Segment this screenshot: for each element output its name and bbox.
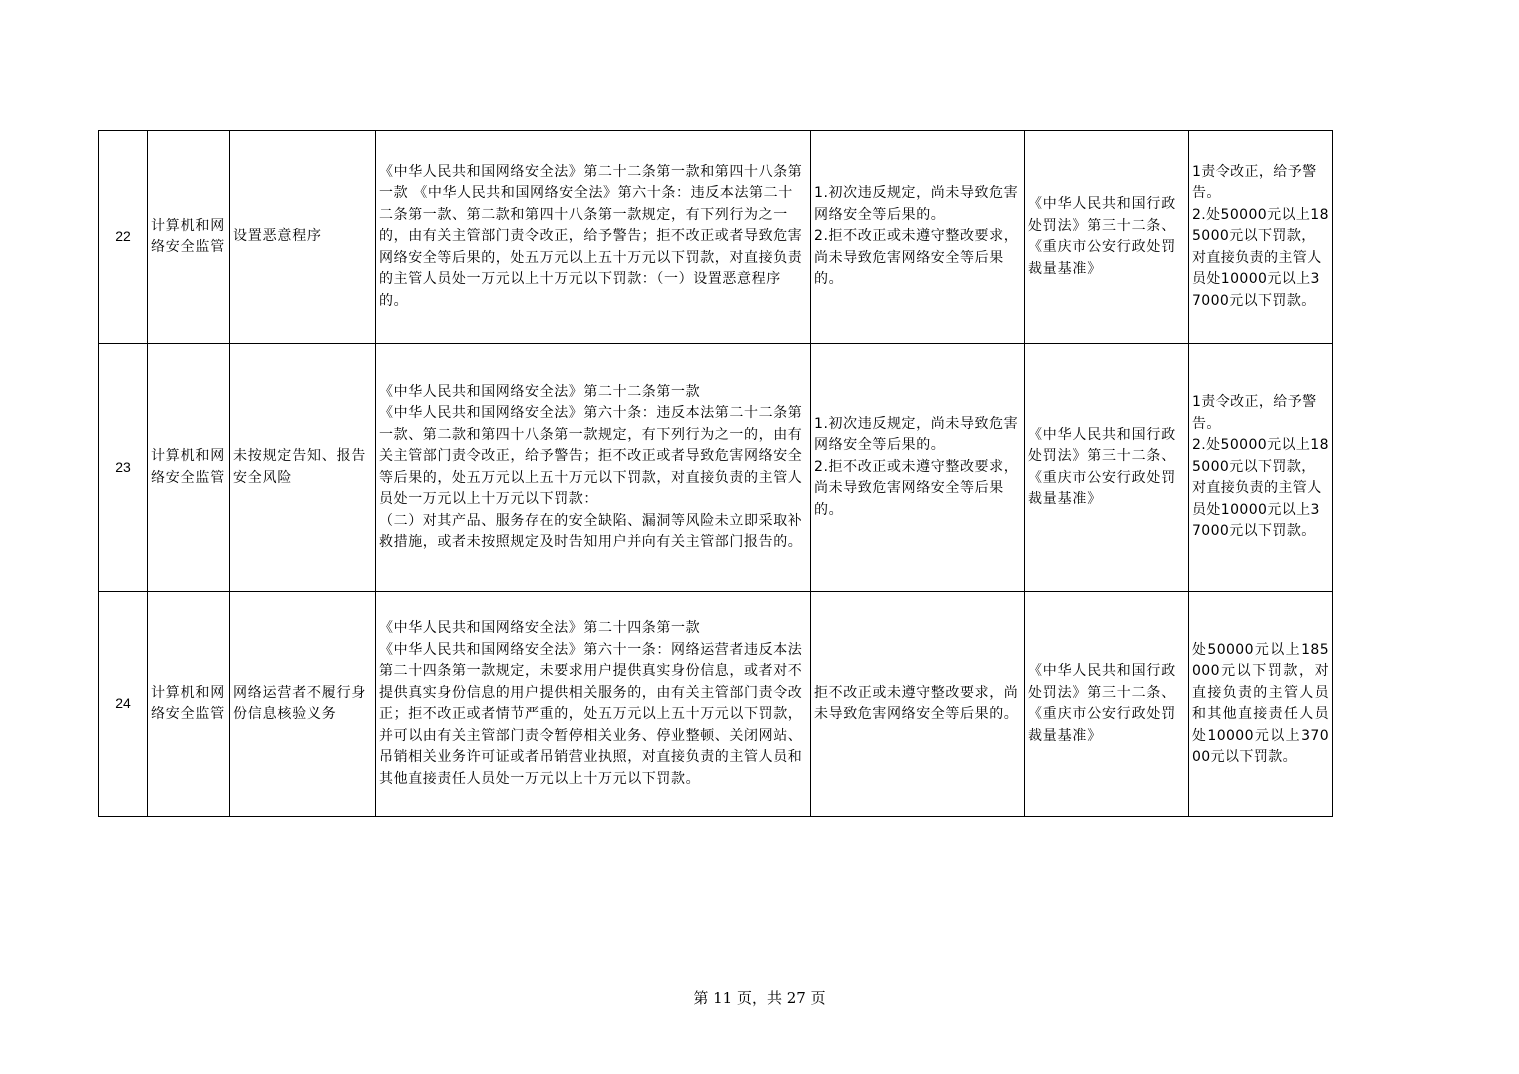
penalty-cell	[1189, 592, 1333, 817]
legal-text: 《中华人民共和国网络安全法》第二十二条第一款	[379, 383, 701, 400]
discretion-basis-cell: 《中华人民共和国行政处罚法》第三十二条、《重庆市公安行政处罚裁量基准》	[1025, 131, 1189, 344]
row-number: 22	[99, 131, 148, 344]
penalty-text: 处50000元以上185000元以下罚款，对直接负责的主管人员和其他直接责任人员处10000元以上37000元以下罚款。	[1192, 641, 1329, 765]
legal-text: （二）对其产品、服务存在的安全缺陷、漏洞等风险未立即采取补救措施，或者未按照规定及时告知用户并向有关主管部门报告的。	[379, 512, 803, 550]
penalty-text: 1责令改正，给予警告。 2.处50000元以上185000元以下罚款，对直接负责的主管人员处10000元以上37000元以下罚款。	[1192, 394, 1329, 540]
legal-basis-cell	[376, 592, 811, 817]
legal-basis-cell	[376, 131, 811, 344]
circumstance-cell	[811, 344, 1025, 592]
discretion-basis-cell: 《中华人民共和国行政处罚法》第三十二条、《重庆市公安行政处罚裁量基准》	[1025, 344, 1189, 592]
category-cell: 计算机和网络安全监管	[148, 131, 230, 344]
table-row	[99, 344, 1333, 592]
penalty-cell	[1189, 131, 1333, 344]
circumstance-text: 1.初次违反规定，尚未导致危害网络安全等后果的。 2.拒不改正或未遵守整改要求，尚未导致危害网络安全等后果的。	[814, 185, 1019, 288]
circumstance-text: 拒不改正或未遵守整改要求，尚未导致危害网络安全等后果的。	[814, 684, 1019, 722]
row-number: 23	[99, 344, 148, 592]
legal-basis-cell	[376, 344, 811, 592]
legal-text: 《中华人民共和国网络安全法》第二十二条第一款和第四十八条第一款 《中华人民共和国网络安全法》第六十条：违反本法第二十二条第一款、第二款和第四十八条第一款规定，有下列行为之一的，由有关主管部门责令改正，给予警告；拒不改正或者导致危害网络安全等后果的，处五万元以上五十万元以下罚款，对直接负责的主管人员处一万元以上十万元以下罚款：（一）设置恶意程序的。	[379, 163, 803, 309]
row-number: 24	[99, 592, 148, 817]
circumstance-cell	[811, 592, 1025, 817]
table-row	[99, 592, 1333, 817]
legal-text: 《中华人民共和国网络安全法》第六十条：违反本法第二十二条第一款、第二款和第四十八条第一款规定，有下列行为之一的，由有关主管部门责令改正，给予警告；拒不改正或者导致危害网络安全等后果的，处五万元以上五十万元以下罚款，对直接负责的主管人员处一万元以上十万元以下罚款：	[379, 405, 803, 507]
violation-item-cell: 设置恶意程序	[230, 131, 376, 344]
circumstance-text: 1.初次违反规定，尚未导致危害网络安全等后果的。 2.拒不改正或未遵守整改要求，尚未导致危害网络安全等后果的。	[814, 415, 1019, 518]
penalty-cell	[1189, 344, 1333, 592]
category-cell: 计算机和网络安全监管	[148, 592, 230, 817]
violation-item-cell: 未按规定告知、报告安全风险	[230, 344, 376, 592]
table-row	[99, 131, 1333, 344]
violation-item-cell: 网络运营者不履行身份信息核验义务	[230, 592, 376, 817]
page-footer: 第 11 页，共 27 页	[693, 989, 826, 1007]
circumstance-cell	[811, 131, 1025, 344]
category-cell: 计算机和网络安全监管	[148, 344, 230, 592]
discretion-basis-cell: 《中华人民共和国行政处罚法》第三十二条、《重庆市公安行政处罚裁量基准》	[1025, 592, 1189, 817]
penalty-text: 1责令改正，给予警告。 2.处50000元以上185000元以下罚款，对直接负责的主管人员处10000元以上37000元以下罚款。	[1192, 163, 1329, 309]
legal-text: 《中华人民共和国网络安全法》第六十一条：网络运营者违反本法第二十四条第一款规定，未要求用户提供真实身份信息，或者对不提供真实身份信息的用户提供相关服务的，由有关主管部门责令改正；拒不改正或者情节严重的，处五万元以上五十万元以下罚款，并可以由有关主管部门责令暂停相关业务、停业整顿、关闭网站、吊销相关业务许可证或者吊销营业执照，对直接负责的主管人员和其他直接责任人员处一万元以上十万元以下罚款。	[379, 641, 803, 787]
penalty-table	[98, 130, 1333, 817]
legal-text: 《中华人民共和国网络安全法》第二十四条第一款	[379, 620, 701, 636]
